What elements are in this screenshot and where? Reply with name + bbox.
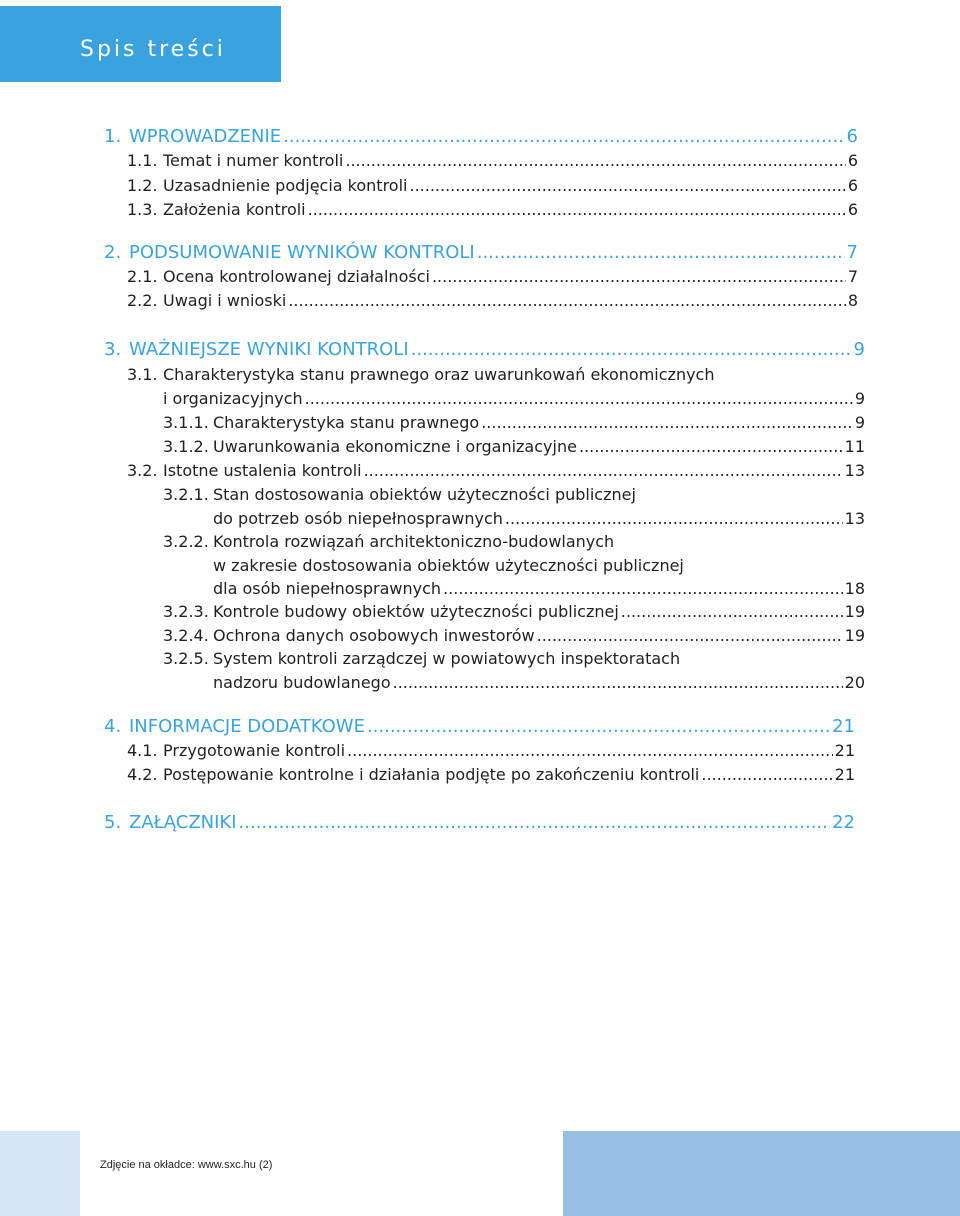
toc-entry-1-1[interactable]	[127, 150, 858, 172]
toc-page: 22	[832, 812, 855, 833]
toc-page: 7	[847, 267, 858, 286]
toc-leader	[481, 412, 853, 434]
toc-entry-3-1-1[interactable]	[163, 412, 865, 434]
toc-number: 4.	[104, 716, 122, 737]
toc-page: 9	[853, 339, 865, 360]
toc-title: Przygotowanie kontroli	[163, 741, 346, 760]
toc-entry-1-2[interactable]	[127, 175, 858, 197]
toc-entry-1[interactable]	[104, 126, 858, 148]
footer-strip	[0, 1131, 960, 1216]
toc-title: Postępowanie kontrolne i działania podjęte po zakończeniu kontroli	[163, 765, 700, 784]
toc-leader	[477, 242, 845, 264]
toc-page: 21	[834, 765, 855, 784]
toc-page: 7	[846, 242, 858, 263]
toc-page: 20	[844, 673, 865, 692]
toc-leader	[239, 812, 831, 834]
page-title: Spis treści	[80, 37, 226, 62]
toc-leader	[432, 266, 846, 288]
toc-title: Charakterystyka stanu prawnego oraz uwarunkowań ekonomicznych	[163, 365, 715, 384]
toc-page: 8	[847, 291, 858, 310]
toc-leader	[364, 460, 843, 482]
toc-leader	[409, 175, 845, 197]
footer-block-left	[0, 1131, 80, 1216]
toc-leader	[701, 764, 832, 786]
toc-page: 13	[844, 509, 865, 528]
footer-block-middle	[80, 1131, 563, 1216]
toc-number: 3.2.5.	[163, 649, 209, 668]
toc-page: 6	[847, 176, 858, 195]
toc-number: 3.1.2.	[163, 437, 209, 456]
toc-page: 11	[844, 437, 865, 456]
toc-entry-3-2-2	[163, 531, 865, 553]
toc-leader	[308, 199, 846, 221]
toc-leader	[305, 388, 853, 410]
toc-entry-3-2-4[interactable]	[163, 625, 865, 647]
toc-number: 3.	[104, 339, 122, 360]
toc-title: System kontroli zarządczej w powiatowych inspektoratach	[213, 649, 681, 668]
toc-title: PODSUMOWANIE WYNIKÓW KONTROLI	[129, 242, 475, 263]
toc-title: Stan dostosowania obiektów użyteczności publicznej	[213, 485, 636, 504]
toc-page: 9	[854, 413, 865, 432]
toc-entry-4-1[interactable]	[127, 740, 855, 762]
toc-entry-3-2-5-cont[interactable]	[213, 672, 865, 694]
toc-entry-4-2[interactable]	[127, 764, 855, 786]
toc-number: 1.1.	[127, 151, 158, 170]
footer-block-right	[563, 1131, 960, 1216]
toc-title-continued: w zakresie dostosowania obiektów użyteczności publicznej	[213, 556, 684, 575]
photo-credit: Zdjęcie na okładce: www.sxc.hu (2)	[100, 1159, 273, 1171]
toc-title-continued: nadzoru budowlanego	[213, 673, 391, 692]
toc-leader	[347, 740, 833, 762]
toc-leader	[621, 601, 843, 623]
toc-title: Uwarunkowania ekonomiczne i organizacyjne	[213, 437, 577, 456]
toc-entry-5[interactable]	[104, 812, 855, 834]
toc-number: 3.1.1.	[163, 413, 209, 432]
toc-title-continued: dla osób niepełnosprawnych	[213, 579, 442, 598]
toc-entry-3-1-cont[interactable]	[163, 388, 865, 410]
toc-number: 3.1.	[127, 365, 158, 384]
toc-leader	[579, 436, 843, 458]
toc-number: 1.2.	[127, 176, 158, 195]
toc-entry-3-1-2[interactable]	[163, 436, 865, 458]
toc-title: INFORMACJE DODATKOWE	[129, 716, 365, 737]
toc-number: 1.3.	[127, 200, 158, 219]
toc-page: 13	[844, 461, 865, 480]
toc-page: 21	[832, 716, 855, 737]
toc-title: Uzasadnienie podjęcia kontroli	[163, 176, 408, 195]
toc-title: Kontrola rozwiązań architektoniczno-budowlanych	[213, 532, 615, 551]
toc-title: Charakterystyka stanu prawnego	[213, 413, 480, 432]
toc-leader	[283, 126, 844, 148]
toc-entry-3[interactable]	[104, 339, 865, 361]
toc-entry-3-2-5	[163, 648, 865, 670]
toc-leader	[288, 290, 845, 312]
toc-number: 4.1.	[127, 741, 158, 760]
toc-entry-2-2[interactable]	[127, 290, 858, 312]
toc-leader	[443, 578, 843, 600]
toc-title: Istotne ustalenia kontroli	[163, 461, 362, 480]
toc-title: Kontrole budowy obiektów użyteczności publicznej	[213, 602, 619, 621]
toc-leader	[393, 672, 843, 694]
toc-number: 2.1.	[127, 267, 158, 286]
toc-entry-3-1	[127, 364, 865, 386]
toc-leader	[411, 339, 852, 361]
toc-leader	[505, 508, 843, 530]
toc-entry-2[interactable]	[104, 242, 858, 264]
toc-title: WPROWADZENIE	[129, 126, 282, 147]
toc-page: 6	[846, 126, 858, 147]
toc-page: 18	[844, 579, 865, 598]
toc-entry-3-2-3[interactable]	[163, 601, 865, 623]
toc-number: 3.2.	[127, 461, 158, 480]
toc-leader	[345, 150, 845, 172]
toc-entry-3-2-2-cont2[interactable]	[213, 578, 865, 600]
toc-entry-1-3[interactable]	[127, 199, 858, 221]
toc-entry-2-1[interactable]	[127, 266, 858, 288]
toc-number: 2.	[104, 242, 122, 263]
toc-number: 3.2.2.	[163, 532, 209, 551]
toc-entry-3-2-1	[163, 484, 865, 506]
toc-number: 4.2.	[127, 765, 158, 784]
toc-leader	[537, 625, 843, 647]
toc-number: 3.2.4.	[163, 626, 209, 645]
toc-page: 19	[844, 602, 865, 621]
toc-title-continued: i organizacyjnych	[163, 389, 303, 408]
toc-number: 3.2.1.	[163, 485, 209, 504]
toc-entry-3-2[interactable]	[127, 460, 865, 482]
toc-number: 5.	[104, 812, 122, 833]
toc-title: ZAŁĄCZNIKI	[129, 812, 237, 833]
toc-leader	[367, 716, 830, 738]
toc-number: 3.2.3.	[163, 602, 209, 621]
toc-entry-4[interactable]	[104, 716, 855, 738]
toc-title-continued: do potrzeb osób niepełnosprawnych	[213, 509, 503, 528]
toc-page: 9	[854, 389, 865, 408]
toc-page: 6	[847, 151, 858, 170]
toc-title: WAŻNIEJSZE WYNIKI KONTROLI	[129, 339, 409, 360]
toc-page: 21	[834, 741, 855, 760]
toc-title: Uwagi i wnioski	[163, 291, 287, 310]
toc-entry-3-2-2-cont	[213, 555, 865, 577]
toc-title: Temat i numer kontroli	[163, 151, 344, 170]
toc-title: Założenia kontroli	[163, 200, 306, 219]
toc-page: 19	[844, 626, 865, 645]
toc-title: Ocena kontrolowanej działalności	[163, 267, 430, 286]
toc-number: 2.2.	[127, 291, 158, 310]
toc-entry-3-2-1-cont[interactable]	[213, 508, 865, 530]
toc-number: 1.	[104, 126, 122, 147]
toc-page: 6	[847, 200, 858, 219]
toc-title: Ochrona danych osobowych inwestorów	[213, 626, 535, 645]
